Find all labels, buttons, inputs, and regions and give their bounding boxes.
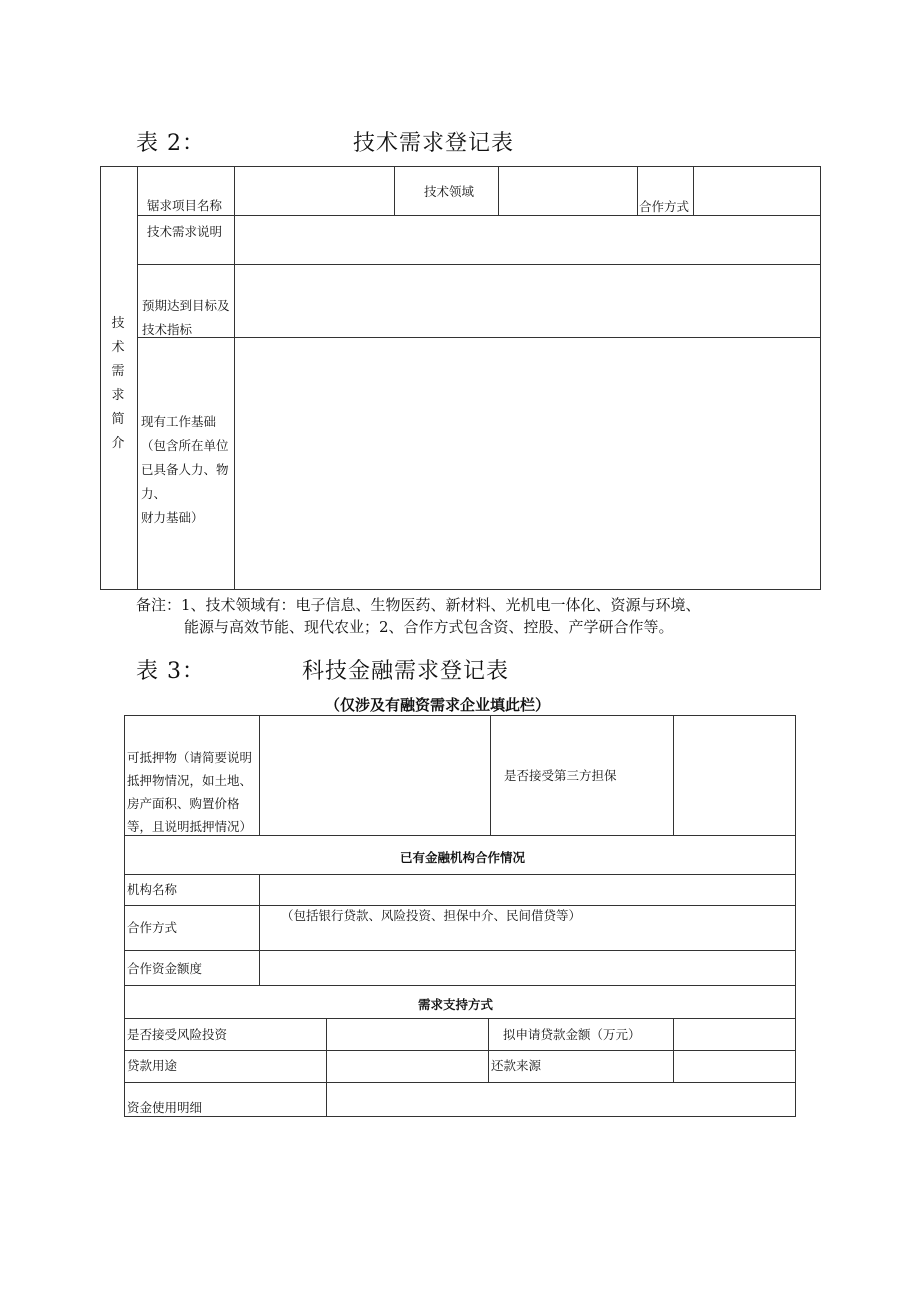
existing-coop-section: 已有金融机构合作情况: [400, 850, 526, 865]
support-section: 需求支持方式: [418, 997, 494, 1012]
coop-mode-label: 合作方式: [639, 199, 690, 214]
guarantee-value[interactable]: [674, 716, 794, 834]
table3-title: 科技金融需求登记表: [302, 659, 510, 684]
table2-title: 技术需求登记表: [353, 131, 515, 156]
target-value[interactable]: [235, 265, 819, 336]
tech-field-value[interactable]: [499, 167, 636, 214]
work-basis-value[interactable]: [235, 338, 819, 588]
loan-amount-label: 拟申请贷款金额（万元）: [503, 1027, 641, 1042]
coop-method-label: 合作方式: [127, 920, 178, 935]
project-name-label: 锯求项目名称: [147, 198, 223, 213]
note-line-2: 能源与高效节能、现代农业；2、合作方式包含资、控股、产学研合作等。: [184, 618, 674, 636]
coop-method-value[interactable]: [260, 906, 794, 949]
institution-label: 机构名称: [127, 882, 178, 897]
table2-label: 表 2：: [136, 131, 205, 156]
loan-amount-value[interactable]: [674, 1019, 794, 1049]
collateral-label: 可抵押物（请简要说明 抵押物情况，如土地、 房产面积、购置价格 等，且说明抵押情况）: [127, 750, 253, 834]
coop-mode-value[interactable]: [694, 167, 819, 214]
work-basis-label: 现有工作基础 （包含所在单位 已具备人力、物 力、 财力基础）: [141, 414, 229, 525]
repayment-source-label: 还款来源: [491, 1058, 542, 1073]
loan-use-value[interactable]: [327, 1051, 487, 1081]
venture-label: 是否接受风险投资: [127, 1027, 228, 1042]
note-line-1: 备注：1、技术领域有：电子信息、生物医药、新材料、光机电一体化、资源与环境、: [136, 596, 701, 614]
table2-side-label: 技术需求简介: [111, 316, 125, 451]
project-name-value[interactable]: [235, 167, 393, 214]
loan-use-label: 贷款用途: [127, 1058, 178, 1073]
repayment-source-value[interactable]: [674, 1051, 794, 1081]
coop-amount-label: 合作资金额度: [127, 961, 203, 976]
tech-desc-value[interactable]: [235, 216, 819, 263]
fund-detail-value[interactable]: [327, 1083, 794, 1115]
table3-subtitle: （仅涉及有融资需求企业填此栏）: [325, 696, 551, 714]
venture-value[interactable]: [327, 1019, 487, 1049]
fund-detail-label: 资金使用明细: [127, 1100, 203, 1115]
tech-field-label: 技术领域: [424, 184, 475, 199]
coop-method-hint: （包括银行贷款、风险投资、担保中介、民间借贷等）: [281, 908, 582, 923]
coop-amount-value[interactable]: [260, 951, 794, 984]
collateral-value[interactable]: [260, 716, 489, 834]
guarantee-label: 是否接受第三方担保: [504, 768, 617, 783]
tech-desc-label: 技术需求说明: [147, 224, 223, 239]
table3-label: 表 3：: [136, 659, 205, 684]
target-label: 预期达到目标及 技术指标: [142, 298, 230, 337]
institution-value[interactable]: [260, 875, 794, 904]
